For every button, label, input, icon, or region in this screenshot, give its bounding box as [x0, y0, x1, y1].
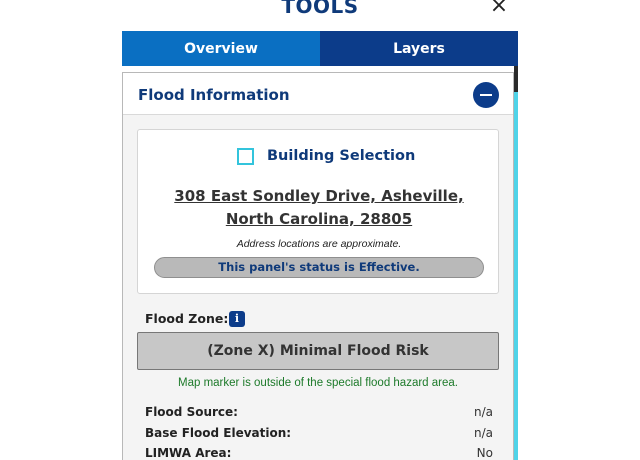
building-selection-label: Building Selection — [267, 148, 416, 164]
info-icon[interactable]: i — [229, 311, 245, 327]
tab-layers[interactable]: Layers — [320, 31, 518, 66]
address-link[interactable]: 308 East Sondley Drive, Asheville, North Carolina, 28805 — [174, 187, 464, 228]
detail-value: n/a — [473, 405, 493, 419]
building-card — [137, 129, 499, 294]
detail-label: Flood Source: — [145, 405, 238, 419]
flood-zone-label: Flood Zone: — [145, 311, 229, 326]
status-badge: This panel's status is Effective. — [154, 257, 484, 278]
detail-row-limwa-area — [145, 446, 493, 460]
panel-title: TOOLS — [281, 0, 359, 18]
detail-row-flood-source — [145, 405, 493, 423]
address-note: Address locations are approximate. — [236, 238, 402, 250]
tab-bar — [122, 31, 518, 66]
scrollbar-thumb[interactable] — [514, 66, 518, 92]
building-selection-checkbox[interactable] — [237, 148, 254, 165]
detail-row-base-flood-elevation — [145, 426, 493, 444]
close-icon[interactable]: × — [489, 0, 509, 18]
detail-label: Base Flood Elevation: — [145, 426, 292, 440]
section-header[interactable] — [123, 73, 513, 115]
flood-zone-value: (Zone X) Minimal Flood Risk — [137, 332, 499, 370]
minus-circle-icon[interactable] — [473, 82, 499, 108]
detail-value: No — [476, 446, 493, 460]
marker-note: Map marker is outside of the special flood hazard area. — [178, 377, 458, 389]
scrollbar-track[interactable] — [514, 72, 518, 460]
flood-info-panel — [122, 72, 514, 460]
detail-value: n/a — [473, 426, 493, 440]
section-title: Flood Information — [138, 86, 290, 104]
tab-overview[interactable]: Overview — [122, 31, 320, 66]
detail-label: LIMWA Area: — [145, 446, 232, 460]
